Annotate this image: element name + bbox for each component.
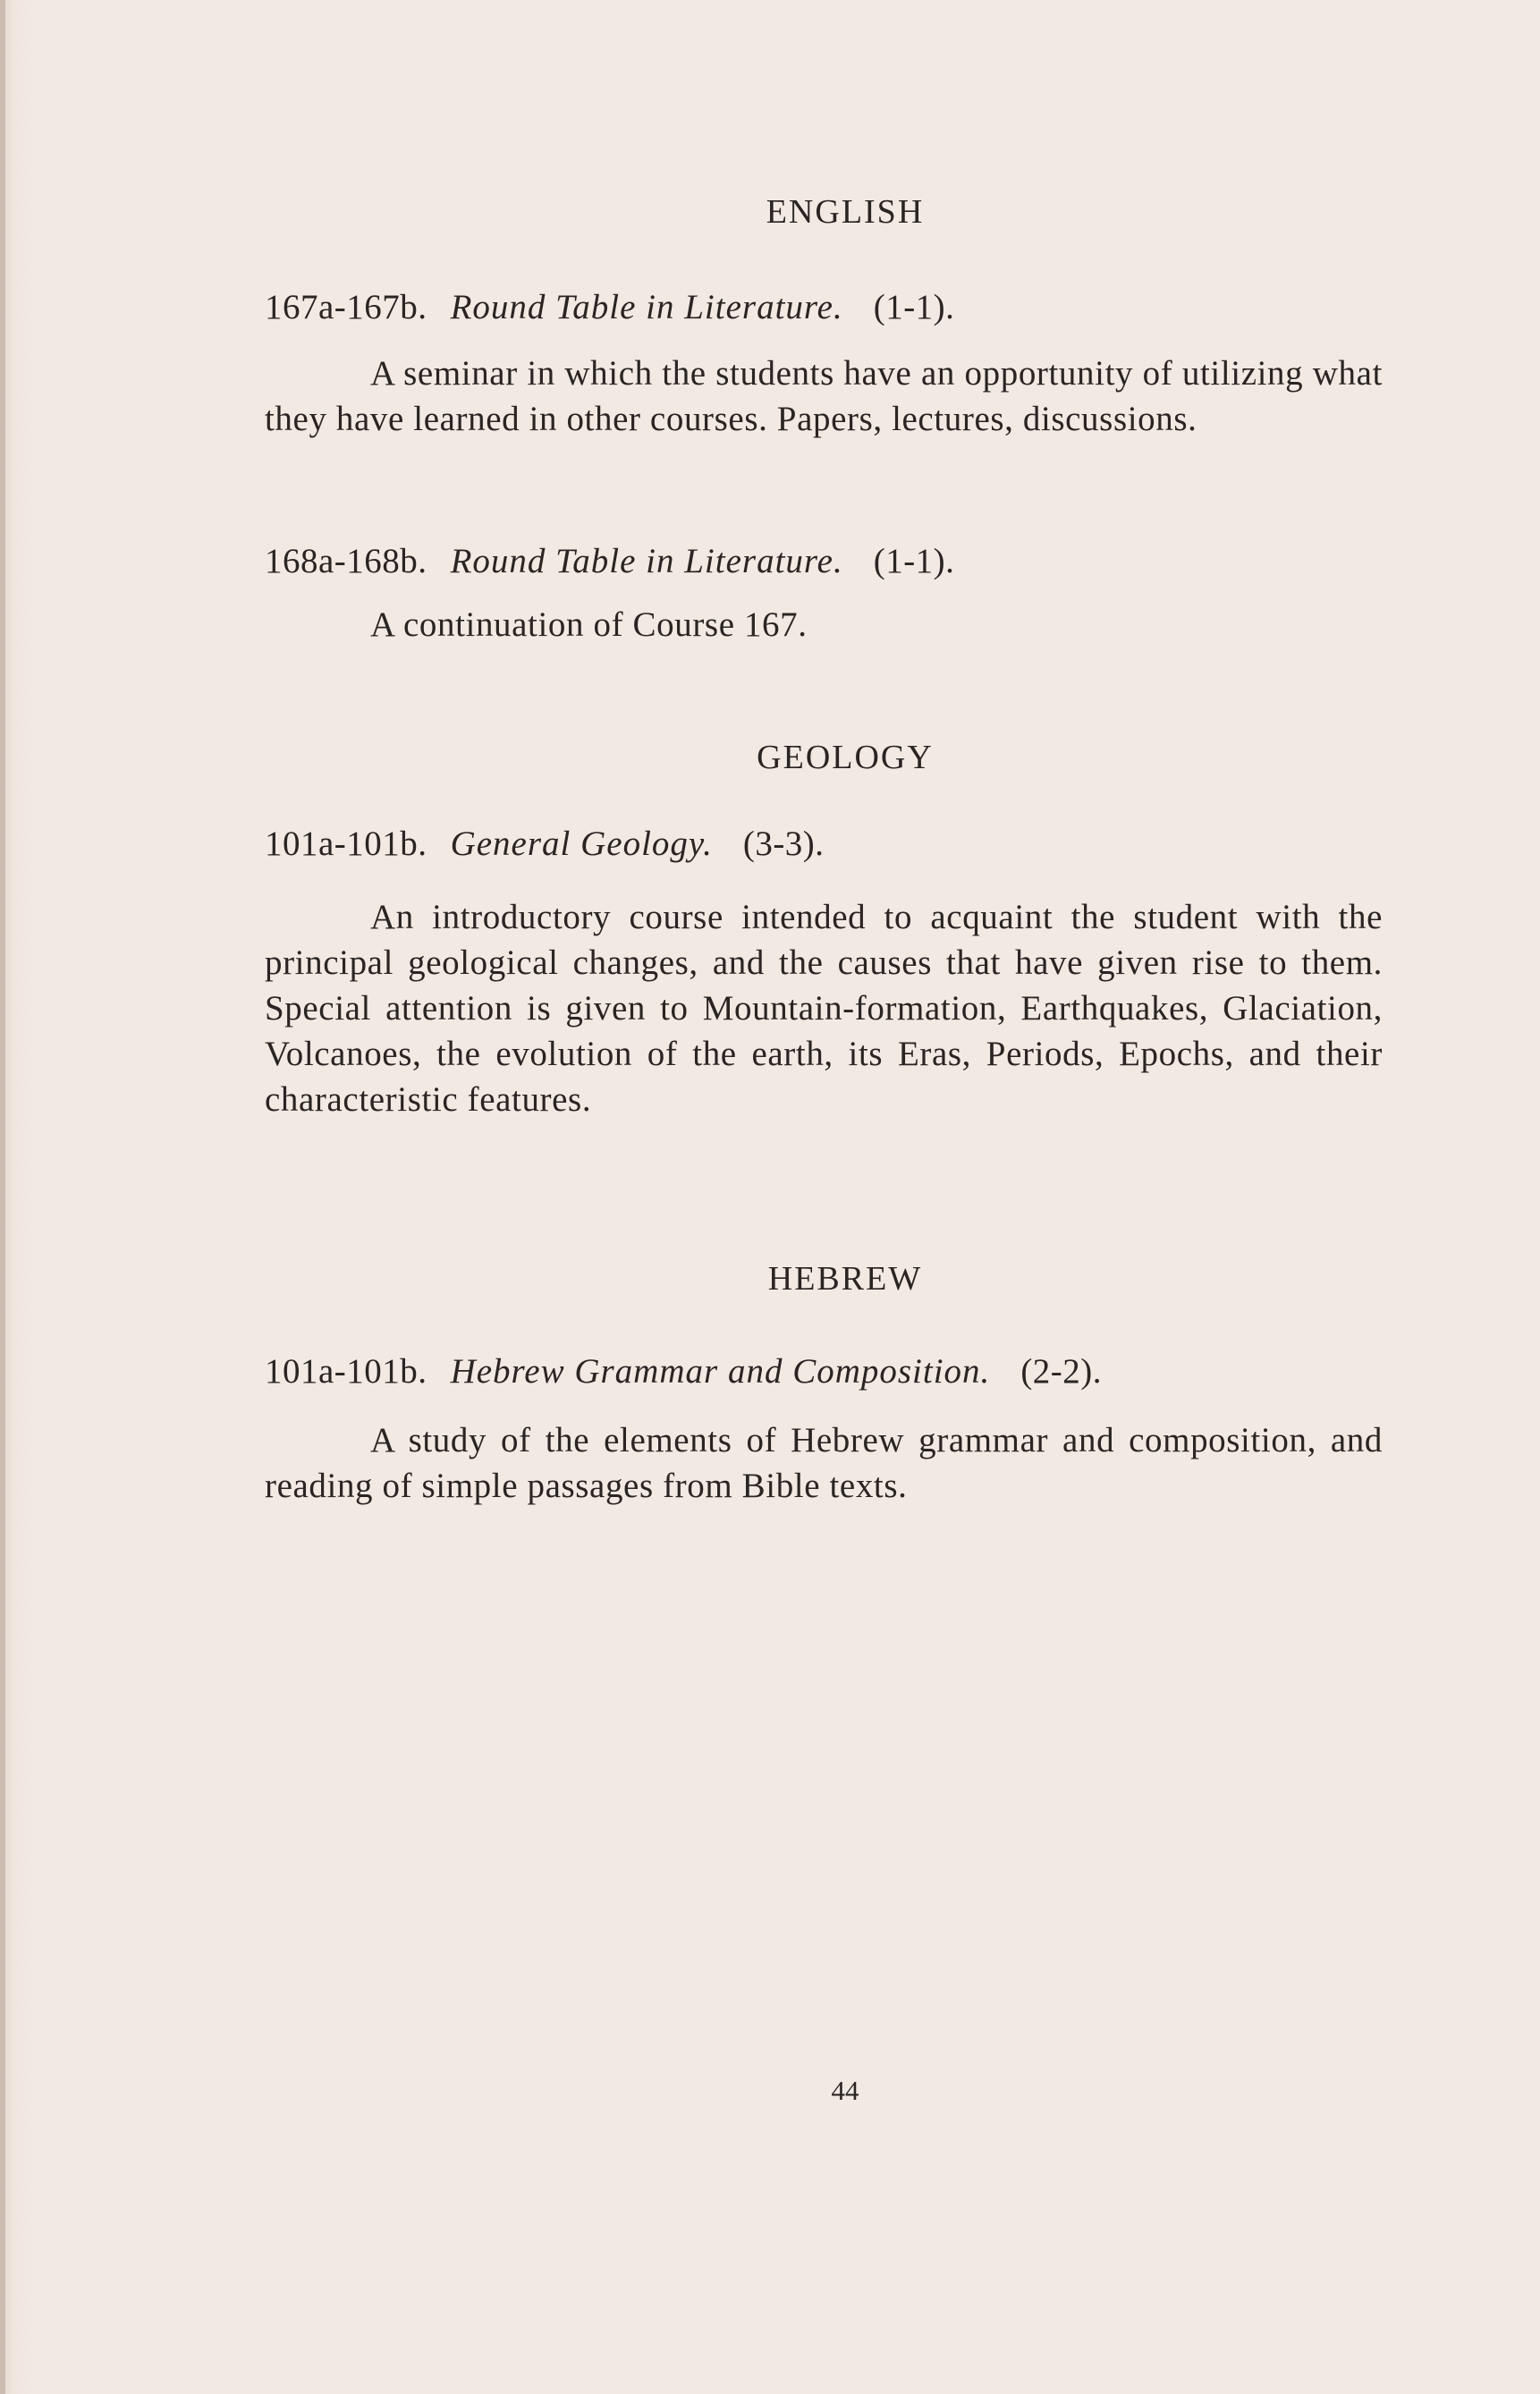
- course-credits: (2-2).: [1020, 1352, 1103, 1391]
- course-header: [265, 286, 954, 329]
- course-header: [265, 823, 825, 866]
- course-description-text: A study of the elements of Hebrew grammar and composition, and reading of simple passages from Bible texts.: [265, 1421, 1383, 1505]
- course-number: 101a-101b.: [265, 825, 427, 863]
- section-heading-geology: GEOLOGY: [757, 739, 934, 776]
- course-number: 167a-167b.: [265, 288, 427, 326]
- course-title: Round Table in Literature.: [450, 542, 843, 580]
- course-credits: (1-1).: [873, 542, 955, 580]
- course-description-text: A seminar in which the students have an opportunity of utilizing what they have learned in other courses. Papers, lectures, discussions.: [265, 354, 1383, 438]
- course-title: General Geology.: [450, 825, 713, 863]
- course-title: Round Table in Literature.: [450, 288, 843, 326]
- course-title: Hebrew Grammar and Composition.: [450, 1352, 991, 1391]
- course-credits: (1-1).: [873, 288, 955, 326]
- course-description: [265, 351, 1383, 442]
- section-heading-hebrew: HEBREW: [767, 1260, 923, 1298]
- course-credits: (3-3).: [742, 825, 825, 863]
- course-header: [265, 540, 954, 583]
- course-header: [265, 1350, 1102, 1393]
- course-description-text: An introductory course intended to acquaint the student with the principal geological changes, and the causes that have given rise to them. Special attention is given to Mountain-formation, Earthquakes, Glaciation, Volcanoes, the evolution of the earth, its Eras, Periods, Epochs, and their characteristic features.: [265, 898, 1383, 1119]
- page-number: 44: [831, 2075, 859, 2106]
- course-description: [265, 894, 1383, 1122]
- course-description: [265, 1417, 1383, 1509]
- section-heading-english: ENGLISH: [766, 193, 925, 231]
- course-number: 101a-101b.: [265, 1352, 427, 1391]
- course-number: 168a-168b.: [265, 542, 427, 580]
- course-description-text: A continuation of Course 167.: [370, 605, 808, 644]
- course-description: [265, 602, 1383, 647]
